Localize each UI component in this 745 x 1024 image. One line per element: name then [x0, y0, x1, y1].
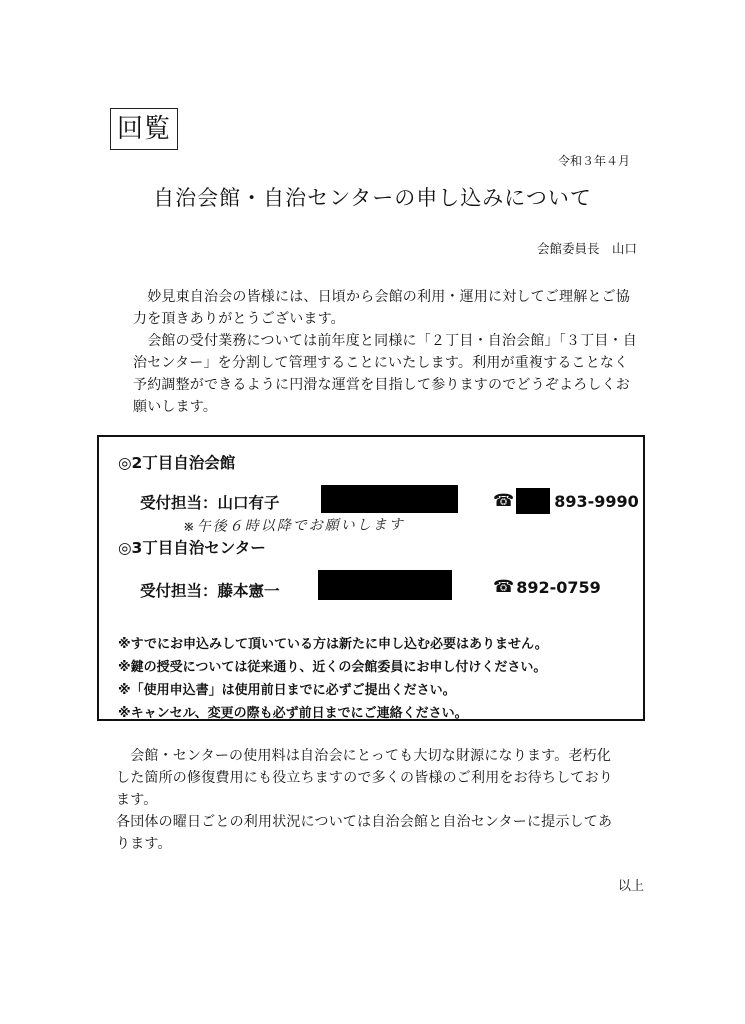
- redaction-bar: [516, 488, 550, 514]
- closing-mark: 以上: [618, 879, 645, 894]
- phone-number: 892-0759: [516, 577, 601, 597]
- intro-line: 力を頂きありがとうございます。: [133, 311, 345, 327]
- note-item: ※すでにお申込みして頂いている方は新たに申し込む必要はありません。: [118, 637, 548, 652]
- intro-line: 治センター」を分割して管理することにいたします。利用が重複することなく: [133, 355, 629, 371]
- redaction-bar: [318, 570, 452, 600]
- intro-paragraph: [133, 286, 653, 418]
- outro-line: した箇所の修復費用にも役立ちますので多くの皆様のご利用をお待ちしており: [116, 770, 613, 786]
- contact-person-2chome: 受付担当：山口有子: [140, 494, 280, 512]
- circulation-stamp: 回覧: [110, 108, 178, 150]
- note-item: ※「使用申込書」は使用前日までに必ずご提出ください。: [118, 683, 456, 698]
- intro-line: 会館の受付業務については前年度と同様に「２丁目・自治会館」「３丁目・自: [133, 333, 637, 349]
- phone-2chome: [493, 488, 639, 514]
- outro-line: 会館・センターの使用料は自治会にとっても大切な財源になります。老朽化: [116, 748, 612, 764]
- document-date: 令和３年４月: [558, 154, 631, 168]
- intro-line: 予約調整ができるように円滑な運営を目指して参りますのでどうぞよろしくお: [133, 377, 630, 393]
- outro-line: ります。: [116, 836, 172, 852]
- phone-number: 893-9990: [554, 491, 639, 511]
- intro-line: 願いします。: [133, 399, 218, 415]
- outro-line: ます。: [116, 792, 158, 808]
- outro-paragraph: [116, 745, 656, 855]
- phone-icon: ☎: [493, 577, 515, 597]
- note-item: ※キャンセル、変更の際も必ず前日までにご連絡ください。: [118, 706, 468, 721]
- redaction-bar: [321, 485, 458, 513]
- intro-line: 妙見東自治会の皆様には、日頃から会館の利用・運用に対してご理解とご協: [133, 289, 630, 305]
- section-title-2chome: ◎2丁目自治会館: [118, 454, 236, 472]
- document-author: 会館委員長 山口: [537, 241, 638, 256]
- document-title: 自治会館・自治センターの申し込みについて: [153, 186, 592, 210]
- note-item: ※鍵の授受については従来通り、近くの会館委員にお申し付けください。: [118, 660, 547, 675]
- phone-3chome: [493, 577, 601, 597]
- handwritten-note: ※午後６時以降でお願いします: [182, 517, 405, 535]
- outro-line: 各団体の曜日ごとの利用状況については自治会館と自治センターに提示してあ: [116, 814, 613, 830]
- contact-person-3chome: 受付担当：藤本憲一: [140, 582, 280, 600]
- section-title-3chome: ◎3丁目自治センター: [118, 539, 266, 557]
- phone-icon: ☎: [493, 491, 515, 511]
